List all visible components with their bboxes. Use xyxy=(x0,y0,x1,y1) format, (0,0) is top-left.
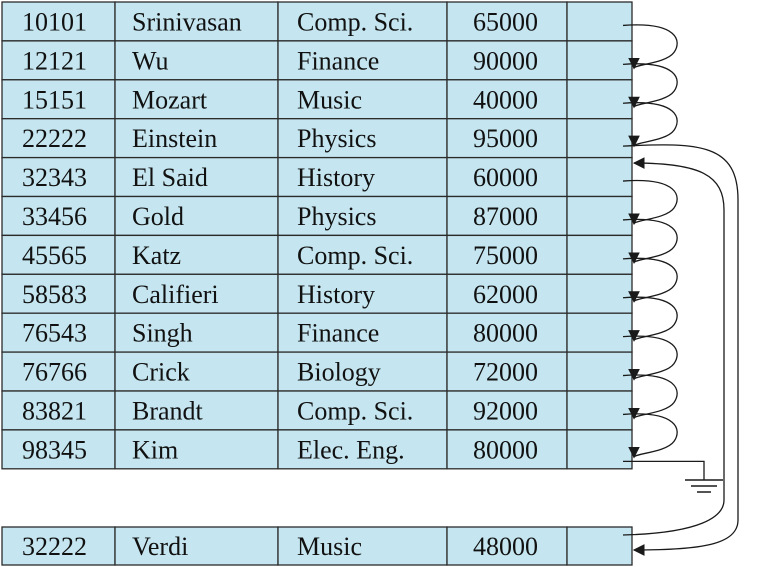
pointer-cell xyxy=(567,158,632,197)
record-row xyxy=(2,197,632,236)
record-row xyxy=(2,352,632,391)
dept-cell: Music xyxy=(297,85,362,115)
pointer-chain xyxy=(623,25,738,550)
dept-cell: Biology xyxy=(297,357,381,387)
record-row xyxy=(2,235,632,274)
id-cell: 76766 xyxy=(22,357,87,387)
name-cell: Mozart xyxy=(132,85,208,115)
name-cell: Brandt xyxy=(132,396,203,426)
dept-cell: History xyxy=(297,163,375,193)
record-row xyxy=(2,430,632,469)
salary-cell: 72000 xyxy=(473,357,538,387)
pointer-cell xyxy=(567,313,632,352)
pointer-cell xyxy=(567,391,632,430)
salary-cell: 48000 xyxy=(473,532,538,561)
name-cell: Srinivasan xyxy=(132,7,242,37)
salary-cell: 65000 xyxy=(473,7,538,37)
pointer-cell xyxy=(567,235,632,274)
record-row xyxy=(2,41,632,80)
id-cell: 98345 xyxy=(22,435,87,465)
id-cell: 15151 xyxy=(22,85,87,115)
pointer-cell xyxy=(567,527,632,565)
dept-cell: Finance xyxy=(297,46,380,76)
overflow-record-table xyxy=(2,527,632,565)
name-cell: El Said xyxy=(132,163,208,193)
pointer-cell xyxy=(567,2,632,41)
name-cell: Wu xyxy=(132,46,169,76)
id-cell: 83821 xyxy=(22,396,87,426)
record-row xyxy=(2,274,632,313)
pointer-cell xyxy=(567,352,632,391)
record-row xyxy=(2,119,632,158)
dept-cell: Comp. Sci. xyxy=(297,7,414,37)
id-cell: 32222 xyxy=(22,532,87,561)
dept-cell: Music xyxy=(297,532,362,561)
id-cell: 12121 xyxy=(22,46,87,76)
id-cell: 22222 xyxy=(22,124,87,154)
salary-cell: 62000 xyxy=(473,279,538,309)
name-cell: Califieri xyxy=(132,279,219,309)
name-cell: Crick xyxy=(132,357,190,387)
record-row xyxy=(2,80,632,119)
id-cell: 32343 xyxy=(22,163,87,193)
pointer-cell xyxy=(567,41,632,80)
salary-cell: 80000 xyxy=(473,435,538,465)
pointer-cell xyxy=(567,80,632,119)
dept-cell: Comp. Sci. xyxy=(297,396,414,426)
dept-cell: Comp. Sci. xyxy=(297,240,414,270)
overflow-pointer-arrow xyxy=(623,145,738,550)
salary-cell: 87000 xyxy=(473,201,538,231)
id-cell: 76543 xyxy=(22,318,87,348)
id-cell: 58583 xyxy=(22,279,87,309)
record-row xyxy=(2,313,632,352)
main-records-table xyxy=(2,2,632,469)
null-pointer-ground-icon xyxy=(623,461,723,492)
dept-cell: History xyxy=(297,279,375,309)
salary-cell: 60000 xyxy=(473,163,538,193)
salary-cell: 92000 xyxy=(473,396,538,426)
record-row xyxy=(2,2,632,41)
id-cell: 45565 xyxy=(22,240,87,270)
salary-cell: 90000 xyxy=(473,46,538,76)
dept-cell: Finance xyxy=(297,318,380,348)
pointer-cell xyxy=(567,119,632,158)
dept-cell: Physics xyxy=(297,124,377,154)
id-cell: 33456 xyxy=(22,201,87,231)
salary-cell: 95000 xyxy=(473,124,538,154)
name-cell: Katz xyxy=(132,240,182,270)
salary-cell: 75000 xyxy=(473,240,538,270)
record-row xyxy=(2,527,632,565)
record-row xyxy=(2,391,632,430)
name-cell: Kim xyxy=(132,435,179,465)
name-cell: Einstein xyxy=(132,124,218,154)
pointer-cell xyxy=(567,197,632,236)
name-cell: Verdi xyxy=(132,532,189,561)
dept-cell: Physics xyxy=(297,201,377,231)
name-cell: Gold xyxy=(132,201,184,231)
dept-cell: Elec. Eng. xyxy=(297,435,405,465)
salary-cell: 40000 xyxy=(473,85,538,115)
record-row xyxy=(2,158,632,197)
salary-cell: 80000 xyxy=(473,318,538,348)
pointer-cell xyxy=(567,430,632,469)
id-cell: 10101 xyxy=(22,7,87,37)
pointer-cell xyxy=(567,274,632,313)
name-cell: Singh xyxy=(132,318,193,348)
